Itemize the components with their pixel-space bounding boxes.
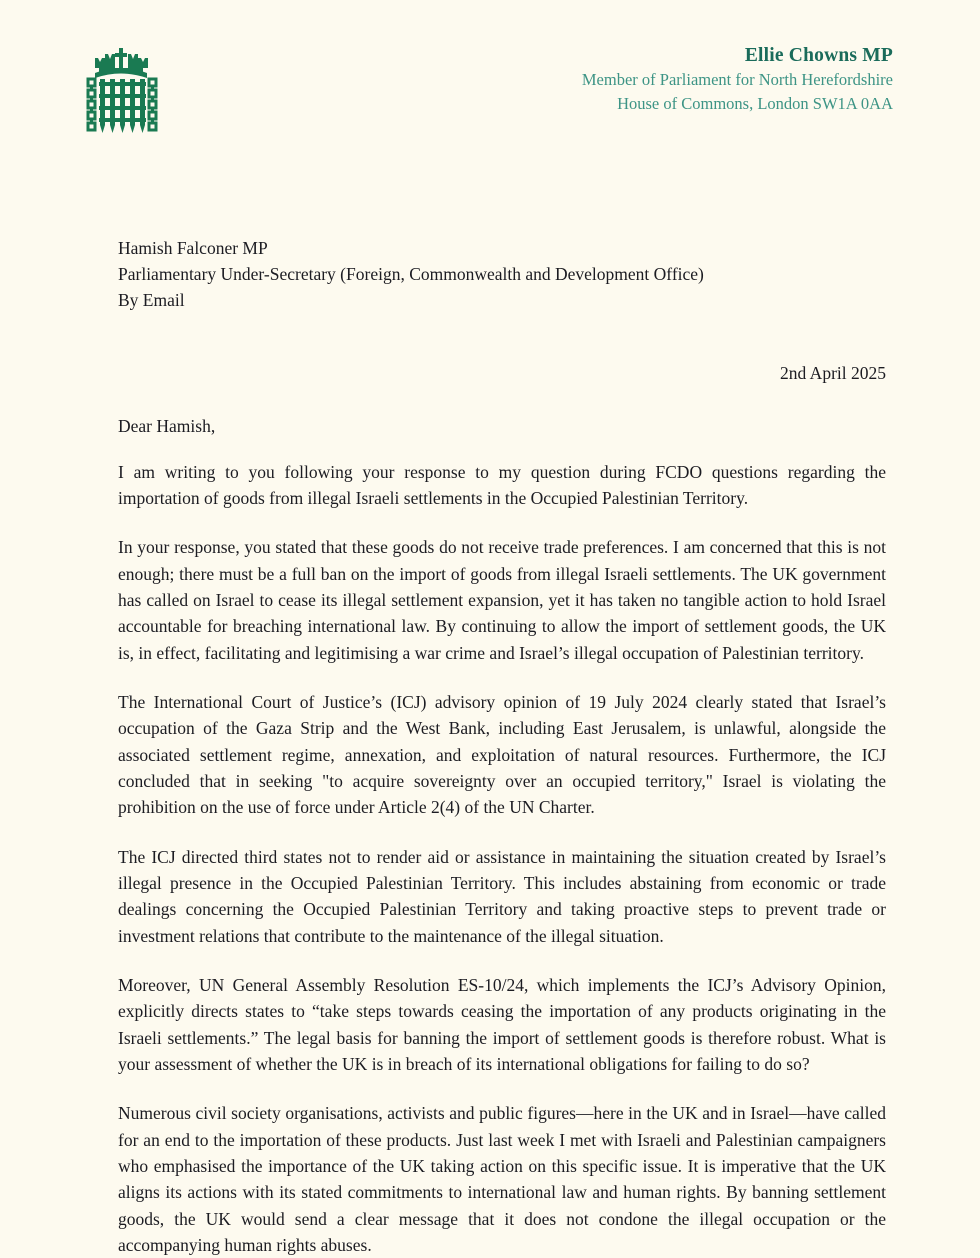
paragraph: I am writing to you following your response to my question during FCDO questions regarding the importation of goods from illegal Israeli settlements in the Occupied Palestinian Territory.	[118, 461, 886, 508]
paragraph: In your response, you stated that these goods do not receive trade preferences. I am concerned that this is not enough; there must be a full ban on the import of goods from illegal Israeli settlements. The UK government has called on Israel to cease its illegal settlement expansion, yet it has taken no tangible action to hold Israel accountable for breaching international law. By continuing to allow the import of settlement goods, the UK is, in effect, facilitating and legitimising a war crime and Israel’s illegal occupation of Palestinian territory.	[118, 537, 886, 663]
portcullis-crest-icon	[75, 42, 167, 140]
recipient-delivery: By Email	[118, 289, 185, 310]
paragraph: The International Court of Justice’s (ICJ) advisory opinion of 19 July 2024 clearly stated that Israel’s occupation of the Gaza Strip and the West Bank, including East Jerusalem, is unlawful, alongside the associated settlement regime, annexation, and exploitation of natural resources. Furthermore, the ICJ concluded that in seeking "to acquire sovereignty over an occupied territory," Israel is violating the prohibition on the use of force under Article 2(4) of the UN Charter.	[118, 691, 886, 818]
mp-name: Ellie Chowns MP	[744, 45, 893, 66]
paragraph: Numerous civil society organisations, activists and public figures—here in the UK and in Israel—have called for an end to the importation of these products. Just last week I met with Israeli and Palestinian campaigners who emphasised the importance of the UK taking action on this specific issue. It is imperative that the UK aligns its actions with its stated commitments to international law and human rights. By banning settlement goods, the UK would send a clear message that it does not condone the illegal occupation or the accompanying human rights abuses.	[118, 1103, 886, 1255]
mp-constituency: Member of Parliament for North Herefordshire	[581, 70, 893, 90]
recipient-name: Hamish Falconer MP	[118, 238, 268, 258]
letterhead-text	[582, 38, 893, 115]
salutation: Dear Hamish,	[118, 415, 216, 436]
paragraph: Moreover, UN General Assembly Resolution ES-10/24, which implements the ICJ’s Advisory Opinion, explicitly directs states to “take steps towards ceasing the importation of any products originating in the Israeli settlements.” The legal basis for banning the import of settlement goods is therefore robust. What is your assessment of whether the UK is in breach of its international obligations for failing to do so?	[118, 974, 886, 1074]
letter-content	[118, 236, 886, 1258]
letter-body	[118, 459, 886, 1258]
recipient-title: Parliamentary Under-Secretary (Foreign, Commonwealth and Development Office)	[118, 263, 704, 284]
recipient-block	[118, 236, 886, 314]
letter-date: 2nd April 2025	[780, 362, 886, 383]
letterhead	[0, 0, 980, 140]
mp-address: House of Commons, London SW1A 0AA	[617, 93, 893, 113]
paragraph: The ICJ directed third states not to render aid or assistance in maintaining the situation created by Israel’s illegal presence in the Occupied Palestinian Territory. This includes abstaining from economic or trade dealings concerning the Occupied Palestinian Territory and taking proactive steps to prevent trade or investment relations that contribute to the maintenance of the illegal situation.	[118, 846, 886, 946]
